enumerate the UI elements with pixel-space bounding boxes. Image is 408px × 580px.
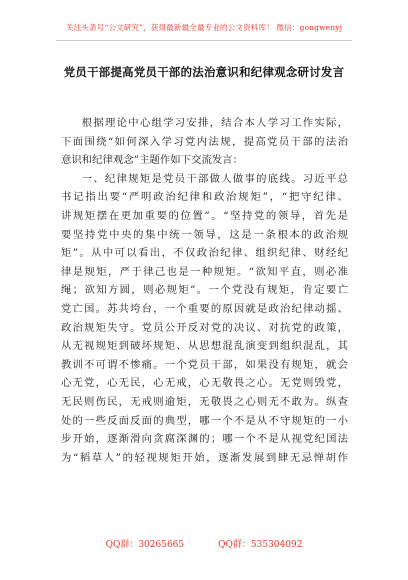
body-line: 律是规矩，严于律己也是一种规矩。“欲知平直，则必准 xyxy=(61,265,348,278)
body-line: 下面围绕“如何深入学习党内法规，提高党员干部的法治 xyxy=(61,135,348,148)
body-line: 一、纪律规矩是党员干部做人做事的底线。习近平总 xyxy=(81,172,348,185)
footer-qq-group-1: QQ群：30265665 xyxy=(105,540,185,550)
body-line: 从无视规矩到破坏规矩、从思想混乱演变到组织混乱，其 xyxy=(61,340,348,353)
body-line: 矩”。从中可以看出，不仅政治纪律、组织纪律、财经纪 xyxy=(61,247,348,260)
body-line: 绳；欲知方圆，则必规矩”。一个党没有规矩，肯定要亡 xyxy=(61,284,348,297)
body-line: 步开始，逐渐滑向贪腐深渊的；哪一个不是从视党纪国法 xyxy=(61,433,348,446)
page-header: 关注头条号“公文研究”，获得最新最全最专业的公文资料库！ 微信：gongwenyj xyxy=(65,23,343,32)
document-body xyxy=(61,114,348,467)
body-line: 心无党，心无民，心无戒，心无敬畏之心。无党则毁党， xyxy=(61,377,348,390)
body-line: 政治规矩失守。党员公开反对党的决议、对抗党的政策， xyxy=(61,321,348,334)
body-line: 根据理论中心组学习安排，结合本人学习工作实际， xyxy=(81,117,348,129)
body-line: 要坚持党中央的集中统一领导，这是一条根本的政治规 xyxy=(61,228,348,241)
body-line: 无民则伤民，无戒则逾矩，无敬畏之心则无不敢为。纵查 xyxy=(61,395,348,408)
body-line: 书记指出要“严明政治纪律和政治规矩”，“把守纪律、 xyxy=(61,191,348,204)
document-title: 党员干部提高党员干部的法治意识和纪律观念研讨发言 xyxy=(63,65,345,79)
body-line: 处的一些反面反面的典型，哪一个不是从不守规矩的一小 xyxy=(61,414,348,427)
body-line: 为“稻草人”的轻视规矩开始，逐渐发展到肆无忌惮胡作 xyxy=(61,451,348,464)
body-line: 意识和纪律观念”主题作如下交流发言： xyxy=(61,154,244,167)
footer-qq-group-2: QQ群：535304092 xyxy=(218,540,303,550)
page-footer xyxy=(0,537,408,550)
header-divider xyxy=(56,40,352,41)
body-line: 讲规矩摆在更加重要的位置”。“坚持党的领导，首先是 xyxy=(61,209,348,222)
body-line: 党亡国。苏共垮台，一个重要的原因就是政治纪律动摇、 xyxy=(61,302,348,315)
body-line: 教训不可谓不惨痛。一个党员干部，如果没有规矩，就会 xyxy=(61,358,348,371)
